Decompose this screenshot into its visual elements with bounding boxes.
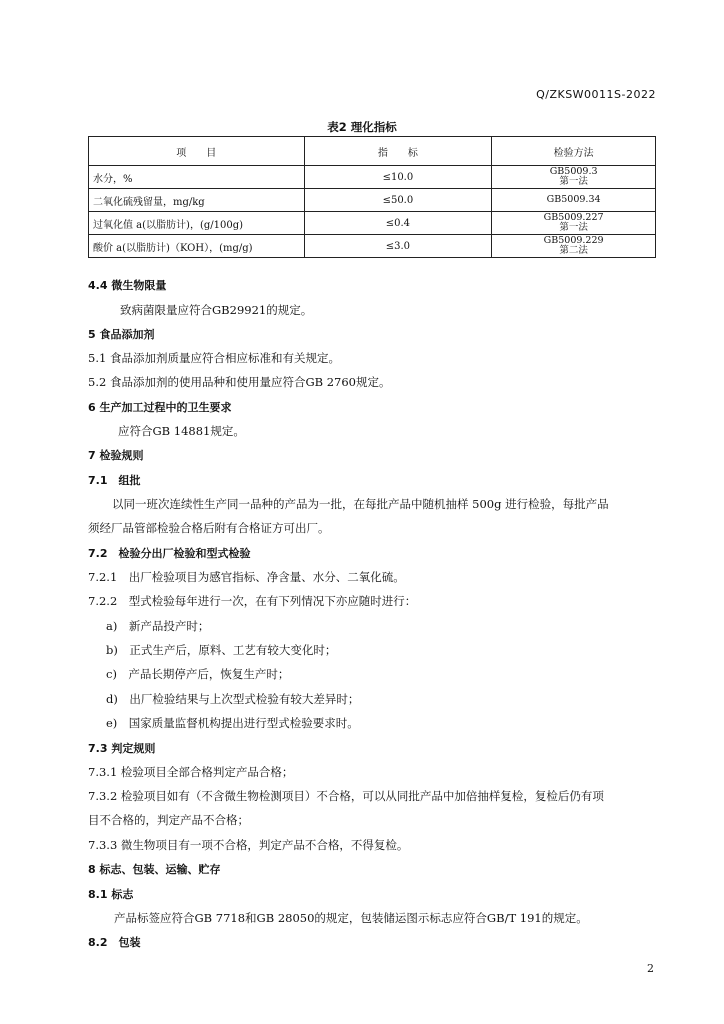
row-item: 水分，% bbox=[89, 166, 305, 189]
row-method bbox=[492, 212, 656, 235]
table-row bbox=[89, 235, 656, 258]
table-row bbox=[89, 189, 656, 212]
list-item: e) 国家质量监督机构提出进行型式检验要求时。 bbox=[106, 716, 359, 730]
row-method bbox=[492, 166, 656, 189]
row-value: ≤50.0 bbox=[304, 189, 492, 212]
paragraph-line: 目不合格的，判定产品不合格； bbox=[88, 813, 249, 827]
header-index: 指 标 bbox=[304, 137, 492, 166]
section-heading: 6 生产加工过程中的卫生要求 bbox=[88, 401, 232, 414]
paragraph-line: 应符合GB 14881规定。 bbox=[118, 424, 245, 438]
row-item: 过氧化值 a(以脂肪计)，(g/100g) bbox=[89, 212, 305, 235]
table-row bbox=[89, 212, 656, 235]
paragraph-line: 5.2 食品添加剂的使用品种和使用量应符合GB 2760规定。 bbox=[88, 375, 391, 389]
paragraph-line: 7.3.1 检验项目全部合格判定产品合格； bbox=[88, 765, 294, 779]
paragraph-line: 须经厂品管部检验合格后附有合格证方可出厂。 bbox=[88, 521, 330, 535]
list-item: d) 出厂检验结果与上次型式检验有较大差异时； bbox=[106, 692, 360, 706]
header-item: 项 目 bbox=[89, 137, 305, 166]
row-method bbox=[492, 235, 656, 258]
method-line: 第一法 bbox=[559, 222, 588, 233]
row-value: ≤10.0 bbox=[304, 166, 492, 189]
header-method: 检验方法 bbox=[492, 137, 656, 166]
table-header-row bbox=[89, 137, 656, 166]
physicochemical-table bbox=[88, 136, 656, 258]
section-heading: 8 标志、包装、运输、贮存 bbox=[88, 863, 221, 876]
row-value: ≤0.4 bbox=[304, 212, 492, 235]
row-item: 酸价 a(以脂肪计)（KOH），(mg/g) bbox=[89, 235, 305, 258]
table-row bbox=[89, 166, 656, 189]
paragraph-line: 致病菌限量应符合GB29921的规定。 bbox=[120, 303, 313, 317]
method-line: GB5009.229 bbox=[543, 235, 604, 246]
section-heading: 4.4 微生物限量 bbox=[88, 279, 167, 292]
paragraph-line: 5.1 食品添加剂质量应符合相应标准和有关规定。 bbox=[88, 351, 340, 365]
method-line: 第一法 bbox=[559, 176, 588, 187]
section-heading: 7.3 判定规则 bbox=[88, 742, 156, 755]
list-item: b) 正式生产后，原料、工艺有较大变化时； bbox=[106, 643, 337, 657]
paragraph-line: 以同一班次连续性生产同一品种的产品为一批，在每批产品中随机抽样 500g 进行检验，每批产品 bbox=[112, 497, 609, 511]
paragraph-line: 7.3.3 微生物项目有一项不合格，判定产品不合格，不得复检。 bbox=[88, 838, 409, 852]
table-caption: 表2 理化指标 bbox=[327, 120, 397, 134]
section-heading: 7 检验规则 bbox=[88, 449, 144, 462]
standard-code: Q/ZKSW0011S-2022 bbox=[536, 88, 656, 101]
paragraph-line: 7.3.2 检验项目如有（不含微生物检测项目）不合格，可以从同批产品中加倍抽样复检，复检后仍有项 bbox=[88, 789, 604, 803]
section-heading: 7.2 检验分出厂检验和型式检验 bbox=[88, 547, 251, 560]
method-line: 第二法 bbox=[559, 245, 588, 256]
list-item: a) 新产品投产时； bbox=[106, 619, 210, 633]
paragraph-line: 7.2.2 型式检验每年进行一次，在有下列情况下亦应随时进行： bbox=[88, 594, 417, 608]
row-item: 二氧化硫残留量，mg/kg bbox=[89, 189, 305, 212]
method-line: GB5009.227 bbox=[543, 212, 604, 223]
list-item: c) 产品长期停产后，恢复生产时； bbox=[106, 667, 290, 681]
page-number: 2 bbox=[647, 962, 654, 975]
section-heading: 7.1 组批 bbox=[88, 474, 141, 487]
method-line: GB5009.34 bbox=[546, 194, 601, 205]
paragraph-line: 产品标签应符合GB 7718和GB 28050的规定，包装储运图示标志应符合GB/T 191的规定。 bbox=[114, 911, 588, 925]
section-heading: 8.2 包装 bbox=[88, 936, 141, 949]
section-heading: 8.1 标志 bbox=[88, 888, 134, 901]
section-heading: 5 食品添加剂 bbox=[88, 328, 155, 341]
row-method bbox=[492, 189, 656, 212]
row-value: ≤3.0 bbox=[304, 235, 492, 258]
method-line: GB5009.3 bbox=[549, 166, 598, 177]
paragraph-line: 7.2.1 出厂检验项目为感官指标、净含量、水分、二氧化硫。 bbox=[88, 570, 405, 584]
